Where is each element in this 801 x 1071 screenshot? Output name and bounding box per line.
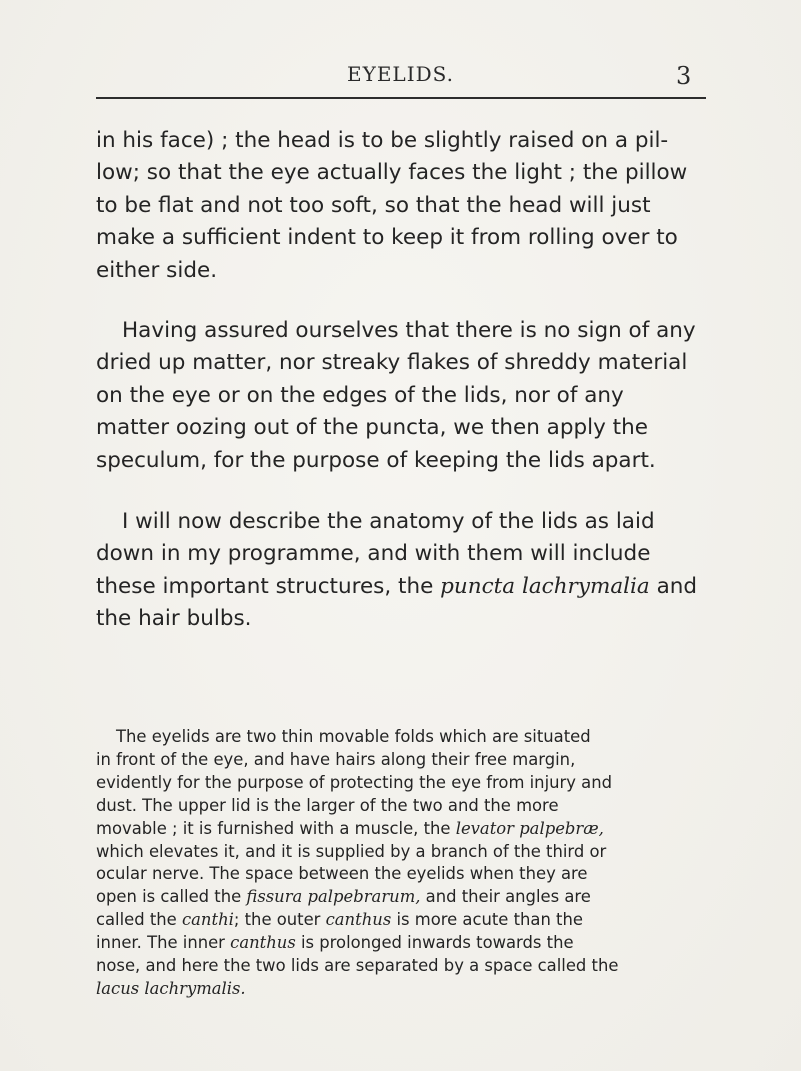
text-run: open is called the [96,887,247,907]
italic-term: levator palpebræ, [455,818,604,838]
italic-term: canthi [181,910,234,930]
paragraph-eyelids-description [96,726,738,1001]
text-run: movable ; it is furnished with a muscle, the [96,818,456,838]
text-line: ocular nerve. The space between the eyelids when they are [96,864,588,884]
text-line: low; so that the eye actually faces the light ; the pillow [96,160,688,186]
text-line [96,818,738,841]
text-line: in his face) ; the head is to be slightly raised on a pil- [96,128,669,153]
text-line: to be flat and not too soft, so that the head will just [96,192,651,218]
italic-term: canthus [325,910,392,930]
paragraph-speculum [96,315,736,477]
text-line: evidently for the purpose of protecting the eye from injury and [96,772,612,792]
text-line: which elevates it, and it is supplied by a branch of the third or [96,841,607,861]
text-line [96,886,738,909]
text-line: in front of the eye, and have hairs along their free margin, [96,749,576,769]
text-line: speculum, for the purpose of keeping the lids apart. [96,447,656,473]
italic-term: lacus lachrymalis. [96,978,246,998]
text-run: and [649,573,698,599]
text-run: these important structures, the [96,573,441,599]
text-line: matter oozing out of the puncta, we then apply the [96,415,648,441]
text-line: I will now describe the anatomy of the lids as laid [122,509,655,534]
text-line: Having assured ourselves that there is no sign of any [122,318,696,343]
text-run: ; the outer [233,910,326,930]
text-line: dried up matter, nor streaky flakes of shreddy material [96,350,688,376]
text-line [96,932,738,955]
text-line: down in my programme, and with them will include [96,541,651,567]
running-head [0,58,801,98]
running-title: EYELIDS. [347,62,454,86]
text-line [96,978,738,1001]
text-run: called the [96,910,182,930]
header-rule [96,97,706,99]
text-line: on the eye or on the edges of the lids, nor of any [96,382,624,408]
italic-term: puncta lachrymalia [440,573,650,599]
page-number: 3 [676,62,692,90]
text-run: is prolonged inwards towards the [295,933,574,953]
paragraph-anatomy-intro [96,506,736,636]
text-line: the hair bulbs. [96,606,252,632]
text-run: is more acute than the [391,910,583,930]
text-line: The eyelids are two thin movable folds which are situated [116,727,591,746]
paragraph-continuation [96,125,736,287]
italic-term: canthus [230,933,296,953]
text-line: either side. [96,257,218,283]
italic-term: fissura palpebrarum, [246,887,421,907]
text-line: dust. The upper lid is the larger of the two and the more [96,795,559,815]
text-line: make a sufficient indent to keep it from rolling over to [96,225,678,251]
text-line [96,909,738,932]
text-line: nose, and here the two lids are separated by a space called the [96,956,619,976]
text-line [96,571,736,603]
text-run: and their angles are [420,887,591,907]
text-run: inner. The inner [96,933,231,953]
